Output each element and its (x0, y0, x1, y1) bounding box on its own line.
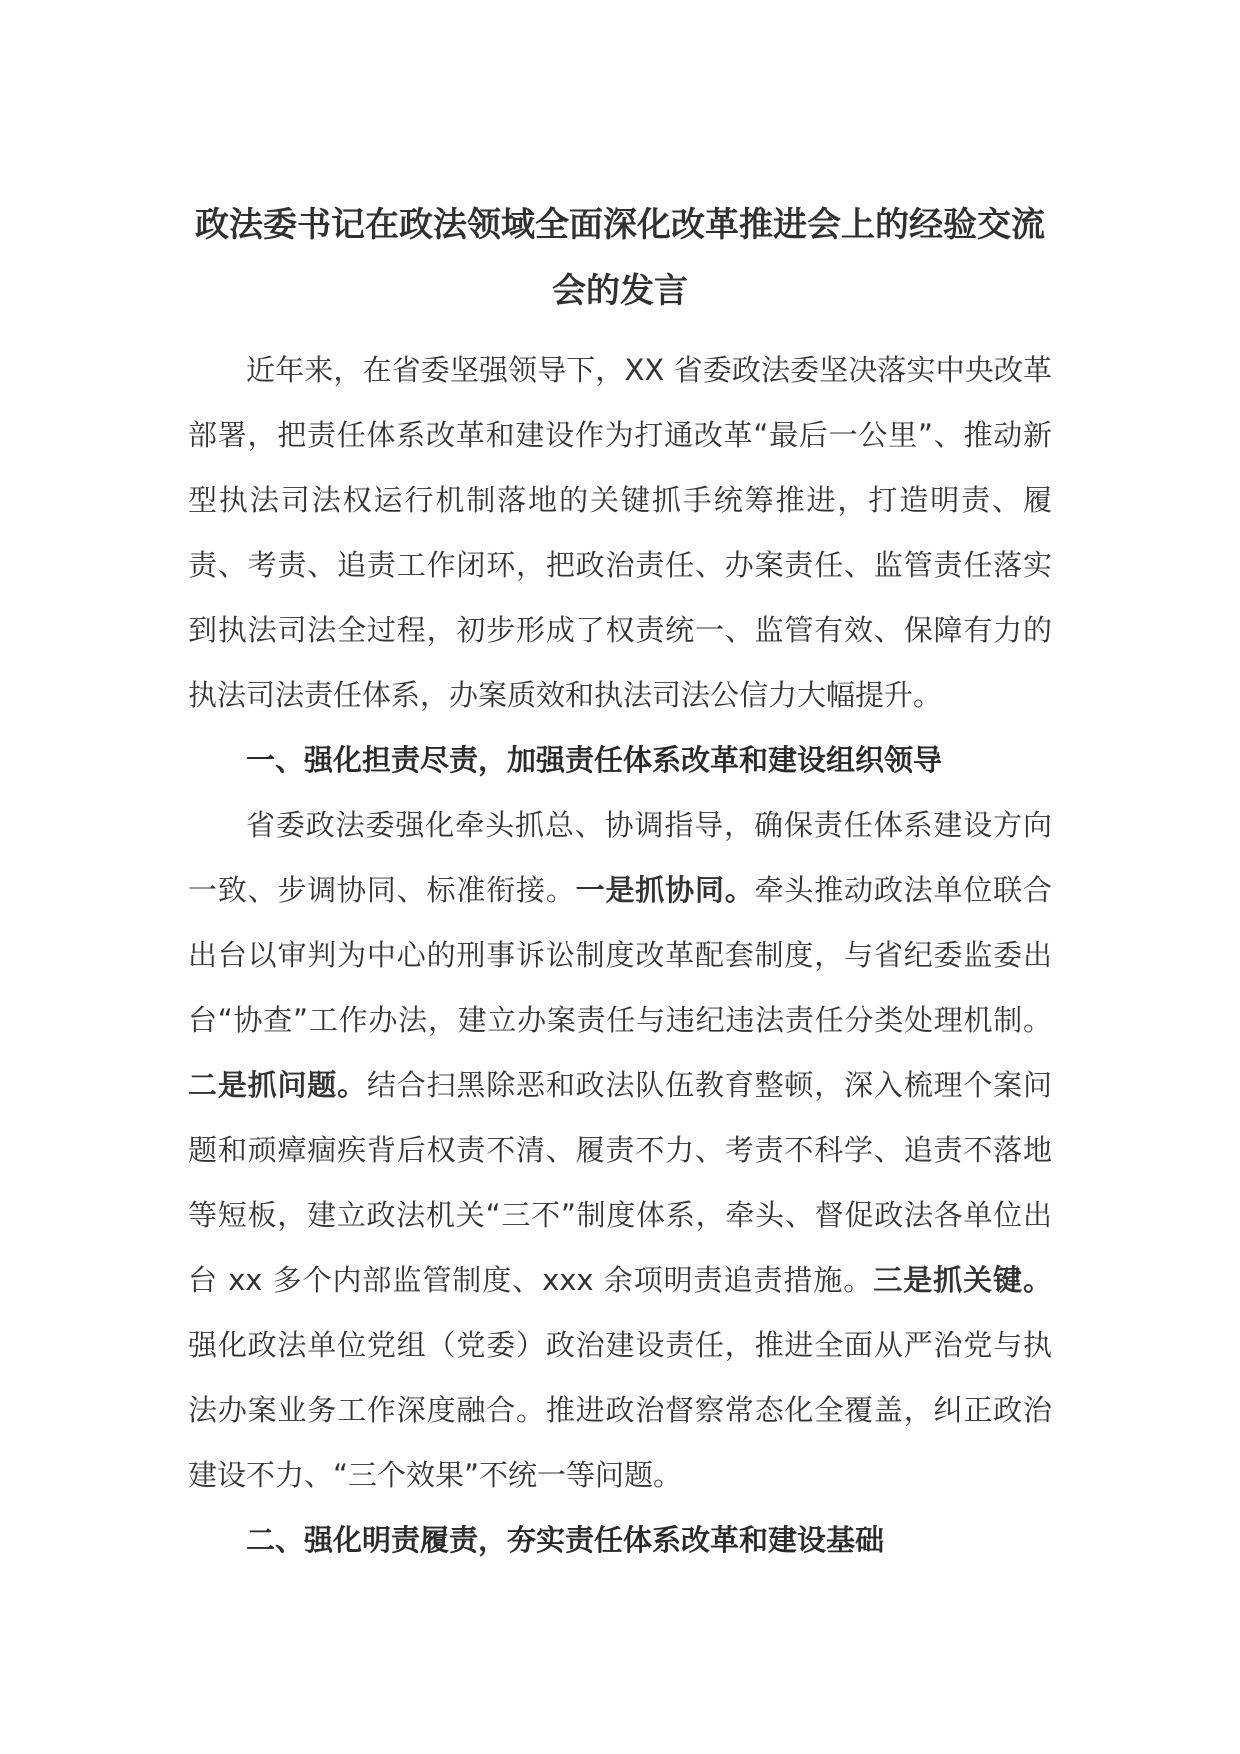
document-body (188, 338, 1052, 1573)
point-2-text: 结合扫黑除恶和政法队伍教育整顿，深入梳理个案问题和顽瘴痼疾背后权责不清、履责不力、考责不科学、追责不落地等短板，建立政法机关“三不”制度体系，牵头、督促政法各单位出台 xx 多个内部监管制度、xxx 余项明责追责措施。 (188, 1068, 1052, 1297)
document-title (150, 192, 1090, 324)
point-3-label: 三是抓关键。 (873, 1263, 1052, 1297)
intro-paragraph: 近年来，在省委坚强领导下，XX 省委政法委坚决落实中央改革部署，把责任体系改革和建设作为打通改革“最后一公里”、推动新型执法司法权运行机制落地的关键抓手统筹推进，打造明责、履责、考责、追责工作闭环，把政治责任、办案责任、监管责任落实到执法司法全过程，初步形成了权责统一、监管有效、保障有力的执法司法责任体系，办案质效和执法司法公信力大幅提升。 (188, 353, 1052, 712)
section-1-lead: 省委政法委强化牵头抓总、协调指导，确保责任体系建设方向一致、步调协同、标准衔接。 (188, 808, 1052, 907)
point-1-text: 牵头推动政法单位联合出台以审判为中心的刑事诉讼制度改革配套制度，与省纪委监委出台“协查”工作办法，建立办案责任与违纪违法责任分类处理机制。 (188, 873, 1052, 1037)
section-1-paragraph (188, 793, 1052, 1508)
title-line-1: 政法委书记在政法领域全面深化改革推进会上的经验交流 (195, 205, 1045, 245)
point-2-label: 二是抓问题。 (188, 1068, 367, 1102)
section-1-heading: 一、强化担责尽责，加强责任体系改革和建设组织领导 (246, 743, 943, 777)
point-1-label: 一是抓协同。 (575, 873, 755, 907)
section-2-heading: 二、强化明责履责，夯实责任体系改革和建设基础 (246, 1523, 885, 1557)
title-line-2: 会的发言 (552, 271, 688, 311)
point-3-text: 强化政法单位党组（党委）政治建设责任，推进全面从严治党与执法办案业务工作深度融合。推进政治督察常态化全覆盖，纠正政治建设不力、“三个效果”不统一等问题。 (188, 1328, 1052, 1492)
